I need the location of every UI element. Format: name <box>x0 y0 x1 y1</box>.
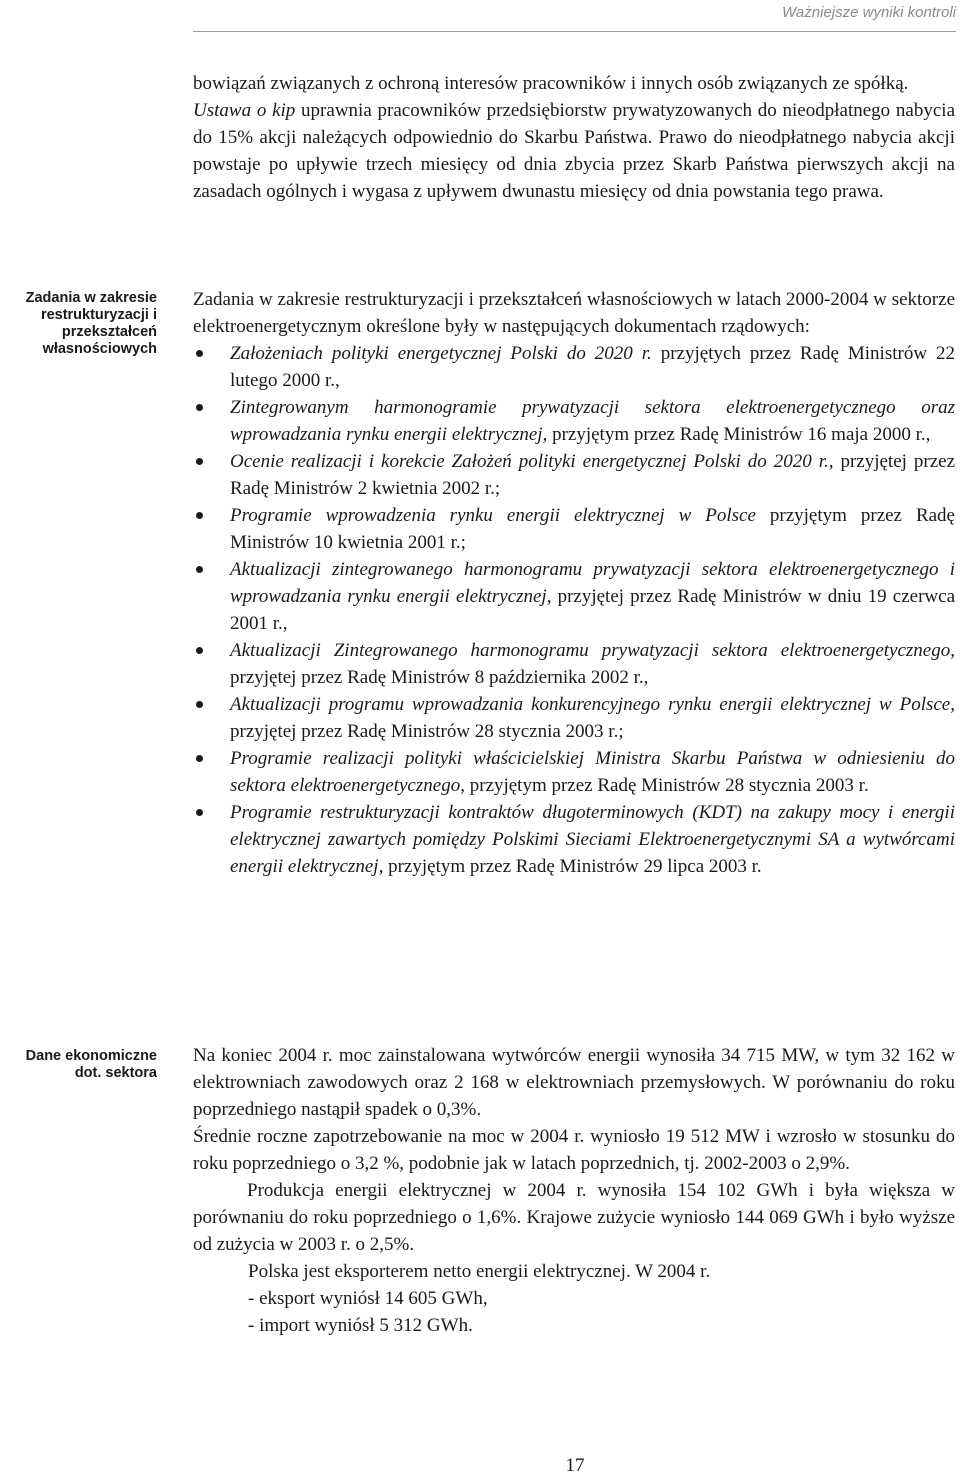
list-item: Programie realizacji polityki właścicielskiej Ministra Skarbu Państwa w odniesieniu do sektora elektroenergetycznego, przyjętym przez Radę Ministrów 28 stycznia 2003 r. <box>193 745 955 799</box>
export-line: - eksport wyniósł 14 605 GWh, <box>248 1288 488 1309</box>
margin-note-line: restrukturyzacji i <box>40 307 157 323</box>
list-item: Ocenie realizacji i korekcie Założeń polityki energetycznej Polski do 2020 r., przyjętej przez Radę Ministrów 2 kwietnia 2002 r.; <box>193 448 955 502</box>
paragraph: Na koniec 2004 r. moc zainstalowana wytwórców energii wynosiła 34 715 MW, w tym 32 162 w elektrowniach zawodowych oraz 2 168 w elektrowniach przemysłowych. W porównaniu do roku poprzedniego nastąpił spadek o 0,3%. <box>193 1045 955 1120</box>
list-item: Programie restrukturyzacji kontraktów długoterminowych (KDT) na zakupy mocy i energii elektrycznej zawartych pomiędzy Polskimi Sieciami Elektroenergetycznymi SA a wytwórcami energii elektrycznej, przyjętym przez Radę Ministrów 29 lipca 2003 r. <box>193 799 955 880</box>
documents-list <box>193 340 955 880</box>
paragraph: Polska jest eksporterem netto energii elektrycznej. W 2004 r. <box>248 1261 711 1282</box>
margin-note-line: własnościowych <box>42 341 157 357</box>
paragraph: Zadania w zakresie restrukturyzacji i przekształceń własnościowych w latach 2000-2004 w sektorze elektroenergetycznym określone były w następujących dokumentach rządowych: <box>193 289 955 337</box>
paragraph: bowiązań związanych z ochroną interesów pracowników i innych osób związanych ze spółką. <box>193 73 909 94</box>
list-item: Aktualizacji programu wprowadzania konkurencyjnego rynku energii elektrycznej w Polsce, przyjętej przez Radę Ministrów 28 stycznia 2003 r.; <box>193 691 955 745</box>
margin-note-restructuring <box>0 290 157 358</box>
list-item: Aktualizacji Zintegrowanego harmonogramu prywatyzacji sektora elektroenergetycznego, przyjętej przez Radę Ministrów 8 października 2002 r., <box>193 637 955 691</box>
paragraph: Produkcja energii elektrycznej w 2004 r. wynosiła 154 102 GWh i była większa w porównaniu do roku poprzedniego o 1,6%. Krajowe zużycie wyniosło 144 069 GWh i było wyższe od zużycia w 2003 r. o 2,5%. <box>193 1180 955 1255</box>
list-item: Programie wprowadzenia rynku energii elektrycznej w Polsce przyjętym przez Radę Ministrów 10 kwietnia 2001 r.; <box>193 502 955 556</box>
economics-section <box>193 1042 955 1339</box>
list-item: Aktualizacji zintegrowanego harmonogramu prywatyzacji sektora elektroenergetycznego i wprowadzania rynku energii elektrycznej, przyjętej przez Radę Ministrów w dniu 19 czerwca 2001 r., <box>193 556 955 637</box>
paragraph: Ustawa o kip uprawnia pracowników przedsiębiorstw prywatyzowanych do nieodpłatnego nabycia do 15% akcji należących odpowiednio do Skarbu Państwa. Prawo do nieodpłatnego nabycia akcji powstaje po upływie trzech miesięcy od dnia zbycia przez Skarb Państwa pierwszych akcji na zasadach ogólnych i wygasa z upływem dwunastu miesięcy od dnia powstania tego prawa. <box>193 100 955 202</box>
act-name: Ustawa o kip <box>193 100 296 121</box>
margin-note-line: Dane ekonomiczne <box>25 1048 157 1064</box>
bullet-icon <box>196 809 203 816</box>
margin-note-economics <box>0 1048 157 1082</box>
paragraph: Średnie roczne zapotrzebowanie na moc w 2004 r. wyniosło 19 512 MW i wzrosło w stosunku do roku poprzedniego o 3,2 %, podobnie jak w latach poprzednich, tj. 2002-2003 o 2,9%. <box>193 1126 955 1174</box>
margin-note-line: przekształceń <box>61 324 157 340</box>
list-item: Zintegrowanym harmonogramie prywatyzacji sektora elektroenergetycznego oraz wprowadzania rynku energii elektrycznej, przyjętym przez Radę Ministrów 16 maja 2000 r., <box>193 394 955 448</box>
restructuring-section <box>193 286 955 880</box>
bullet-icon <box>196 350 203 357</box>
import-line: - import wyniósł 5 312 GWh. <box>248 1315 473 1336</box>
margin-note-line: Zadania w zakresie <box>25 290 157 306</box>
bullet-icon <box>196 701 203 708</box>
bullet-icon <box>196 458 203 465</box>
list-item: Założeniach polityki energetycznej Polski do 2020 r. przyjętych przez Radę Ministrów 22 lutego 2000 r., <box>193 340 955 394</box>
bullet-icon <box>196 512 203 519</box>
margin-note-line: dot. sektora <box>74 1065 157 1081</box>
intro-section <box>193 70 955 205</box>
header-rule <box>193 31 956 32</box>
bullet-icon <box>196 647 203 654</box>
bullet-icon <box>196 566 203 573</box>
bullet-icon <box>196 755 203 762</box>
page-number: 17 <box>565 1455 585 1476</box>
bullet-icon <box>196 404 203 411</box>
running-header: Ważniejsze wyniki kontroli <box>782 4 956 21</box>
